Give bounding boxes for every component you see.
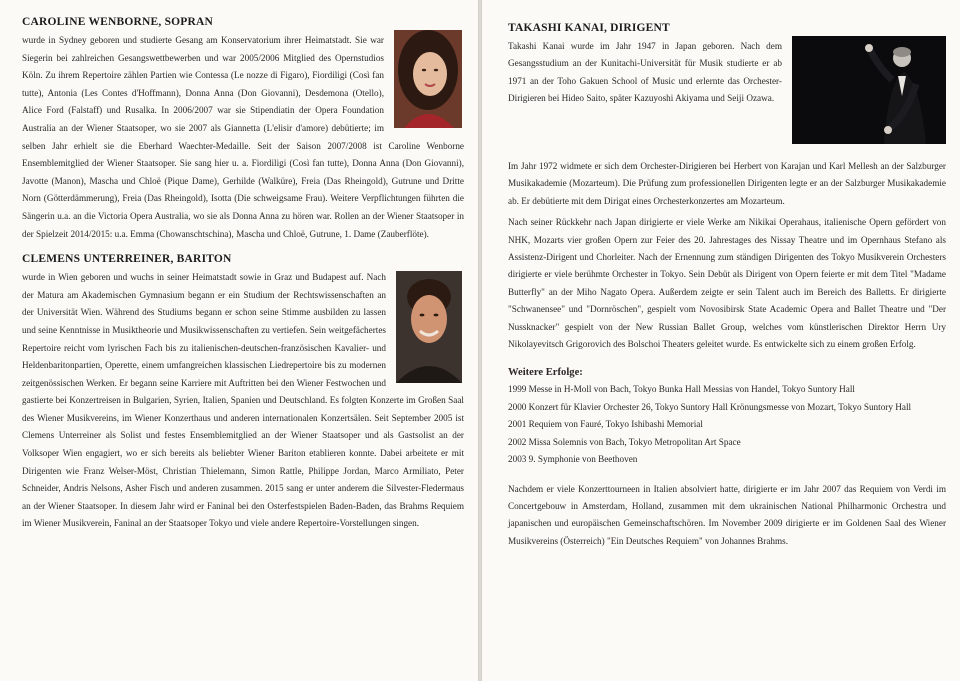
baritone-portrait [396,271,462,383]
conductor-bio [508,22,946,353]
baritone-bio [22,253,464,533]
left-page [0,0,478,681]
list-item: 2003 9. Symphonie von Beethoven [508,454,638,465]
right-page [482,0,960,681]
closing-text: Nachdem er viele Konzerttourneen in Italien absolviert hatte, dirigierte er im Jahr 2007 das Requiem von Verdi im Concertgebouw in Amsterdam, Holland, zusammen mit dem ukrainischen National Philharmonic Orchestra und japanischen und europäischen Gemeinschaftschören. Im November 2009 dirigierte er im Goldenen Saal des Wiener Musikvereins (Österreich) "Ein Deutsches Requiem" von Johannes Brahms. [508,483,946,546]
conductor-text-1: Takashi Kanai wurde im Jahr 1947 in Japan geboren. Nach dem Gesangsstudium an der Kunitachi-Universität für Musik studierte er ab 1971 an der Toho Gakuen School of Music und erlernte das Orchester-Dirigieren bei Hideo Saito, später Kazuyoshi Akiyama und Seiji Ozawa. [508,41,782,104]
conductor-portrait-graphic [792,36,946,144]
list-item: 2001 Requiem von Fauré, Tokyo Ishibashi Memorial [508,419,703,430]
list-item: 2002 Missa Solemnis von Bach, Tokyo Metropolitan Art Space [508,436,741,447]
list-item: 2000 Konzert für Klavier Orchester 26, Tokyo Suntory Hall Krönungsmesse von Mozart, Tokyo Suntory Hall [508,401,912,412]
conductor-portrait [792,36,946,144]
soprano-text: wurde in Sydney geboren und studierte Gesang am Konservatorium ihrer Heimatstadt. Sie war Siegerin bei zahlreichen Gesangswettbewerben und war 2005/2006 Mitglied des Opernstudios Köln. Zu ihrem Repertoire zählen Partien wie Contessa (Le nozze di Figaro), Fiordiligi (Così fan tutte), Antonia (Les Contes d'Hoffmann), Donna Anna (Don Giovanni), Desdemona (Otello), Alice Ford (Falstaff) und Rusalka. In 2006/2007 war sie Stipendiatin der Opera Foundation Australia an der Wiener Staatsoper, wo sie 2007 als Giannetta (L'elisir d'amore) debütierte; im selben Jahr erhielt sie die Eberhard Waechter-Medaille. Seit der Saison 2007/2008 ist Caroline Wenborne Ensemblemitglied der Wiener Staatsoper. Sie sang hier u. a. Fiordiligi (Così fan tutte), Donna Anna (Don Giovanni), Javotte (Manon), Mascha und Chloë (Pique Dame), Gerhilde (Walküre), Freia (Das Rheingold), Gutrune und Dritte Norn (Götterdämmerung), Freia (Das Rheingold), Isotta (Die schweigsame Frau). Weitere Verpflichtungen führten die Sängerin u.a. an die Victoria Opera Australia, wo sie als Donna Anna zu hören war. Rollen an der Wiener Staatsoper in der Spielzeit 2014/2015: u.a. Emma (Chowanschtschina), Mascha und Chloë, Gutrune, 1. Dame (Zauberflöte). [22,35,464,239]
soprano-heading: CAROLINE WENBORNE, SOPRAN [22,16,214,28]
list-item: 1999 Messe in H-Moll von Bach, Tokyo Bunka Hall Messias von Handel, Tokyo Suntory Hall [508,384,855,395]
conductor-text-2: Im Jahr 1972 widmete er sich dem Orchester-Dirigieren bei Herbert von Karajan und Karl Mellesh an der Salzburger Musikakademie (Mozarteum). Die Prüfung zum professionellen Dirigenten legte er an der Salzburger Musikakademie ab. Er debütierte mit dem Dirigat eines Orchesterkonzertes am Mozarteum. [508,161,946,206]
successes-list [508,381,946,468]
soprano-portrait-graphic [394,30,462,128]
successes-heading: Weitere Erfolge: [508,367,583,379]
further-successes [508,367,946,550]
baritone-heading: CLEMENS UNTERREINER, BARITON [22,253,232,266]
soprano-portrait [394,30,462,128]
conductor-heading: TAKASHI KANAI, DIRIGENT [508,22,670,34]
conductor-text-3: Nach seiner Rückkehr nach Japan dirigierte er viele Werke am Nikikai Operahaus, italienische Opern gefördert von NHK, Mozarts vier großen Opern zur Feier des 20. Jahrestages des Nissay Theatre und im Opernhaus Stefano als Assistenz-Dirigent und Chorleiter. Nach der Ernennung zum ständigen Dirigenten des Tokyo Musikverein Orchesters dirigierte er viele berühmte Orchester in Tokyo. Sein Debüt als Dirigent von Opern feierte er mit dem Titel "Madame Butterfly" an der Miho Nagato Opera. Außerdem zeigte er sein Talent auch im Bereich des Balletts. Er dirigierte "Schwanensee" und "Dornröschen", gespielt vom Novosibirsk State Academic Opera and Ballet Theatre und "Der Nussknacker" gespielt von der New Russian Ballet Group, welches vom künstlerischen Direktor Herrn Ury Nikolayevitsch Grigorovich des Bolschoi Theaters geleitet wurde. Es entwickelte sich zu einem großen Erfolg. [508,217,946,350]
baritone-portrait-graphic [396,271,462,383]
soprano-bio [22,16,464,243]
baritone-text: wurde in Wien geboren und wuchs in seiner Heimatstadt sowie in Graz und Budapest auf. Nach der Matura am Akademischen Gymnasium begann er ein Studium der Rechtswissenschaften an der Universität Wien. Während des Studiums begann er schon seine Stimme ausbilden zu lassen und seine Kenntnisse in Musiktheorie und Musikwissenschaften zu vertiefen. Sein weitgefächertes Repertoire reicht vom lyrischen Fach bis zu italienischen-deutschen-französischen Kavalier- und Heldenbaritonpartien, Operette, einem umfangreichen klassischen Liedrepertoire bis zu modernen zeitgenössischen Werken. Er begann seine Karriere mit Auftritten bei den Wiener Festwochen und gastierte bei Konzertreisen in Bulgarien, Syrien, Italien, Spanien und Deutschland. Es folgten Konzerte im Großen Saal des Wiener Musikvereins, im Wiener Konzerthaus und anderen internationalen Konzertsälen. Seit September 2005 ist Clemens Unterreiner als Solist und festes Ensemblemitglied an der Wiener Staatsoper und als Gastsolist an der Volksoper Wien engagiert, wo er sich bereits als beliebter Wiener Bariton etablieren konnte. Dabei arbeitete er mit Dirigenten wie Franz Welser-Möst, Christian Thielemann, Simon Rattle, Philippe Jordan, Marco Armiliato, Peter Schneider, Andris Nelsons, Asher Fisch und anderen zusammen. 2015 sang er unter anderem die Silvester-Fledermaus an der Wiener Staatsoper. In diesem Jahr wird er Faninal bei den Osterfestspielen Baden-Baden, das Brahms Requiem im Wiener Musikverein, Faninal an der Staatsoper Tokyo und viele andere Repertoire-Vorstellungen singen. [22,272,464,529]
